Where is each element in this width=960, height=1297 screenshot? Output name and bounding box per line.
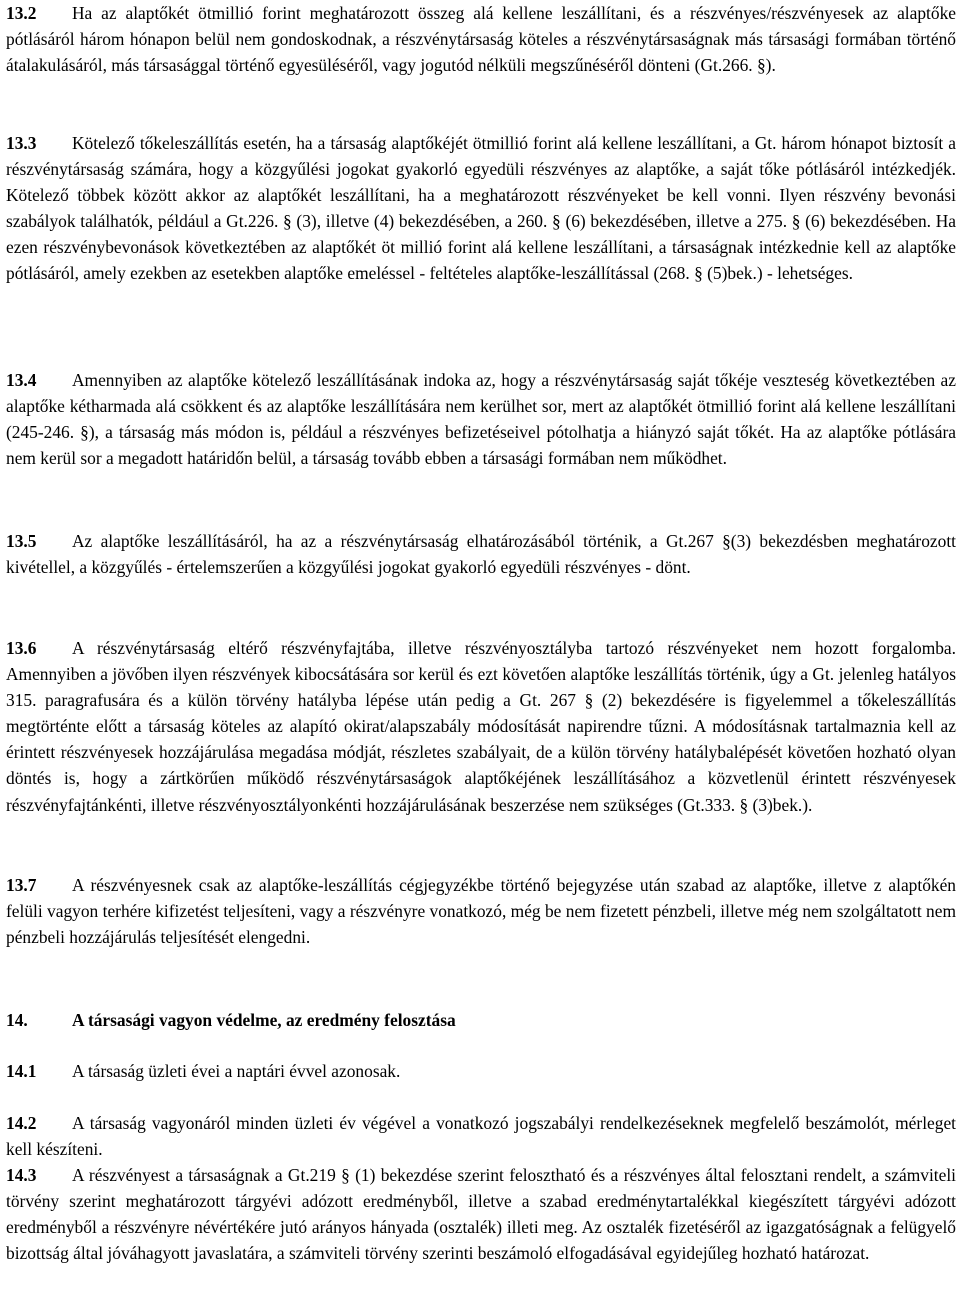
section-heading-14 bbox=[6, 1007, 956, 1033]
section-number: 13.6 bbox=[6, 638, 37, 658]
section-number: 13.3 bbox=[6, 133, 37, 153]
section-number: 13.7 bbox=[6, 875, 37, 895]
section-number: 13.2 bbox=[6, 3, 37, 23]
section-number: 13.4 bbox=[6, 370, 37, 390]
paragraph-13-6 bbox=[6, 635, 956, 818]
paragraph-text: A részvényesnek csak az alaptőke-leszállítás cégjegyzékbe történő bejegyzése után szabad az alaptőke, illetve z alaptőkén felüli vagyon terhére kifizetést teljesíteni, vagy a részvényre vonatkozó, még be nem fizetett pénzbeli, illetve még nem szolgáltatott nem pénzbeli hozzájárulás teljesítését elengedni. bbox=[6, 875, 956, 948]
paragraph-text: A társaság vagyonáról minden üzleti év végével a vonatkozó jogszabályi rendelkezéseknek megfelelő beszámolót, mérleget kell készíteni. bbox=[6, 1113, 956, 1160]
section-number: 14. bbox=[6, 1010, 28, 1030]
paragraph-14-2 bbox=[6, 1110, 956, 1162]
section-title: A társasági vagyon védelme, az eredmény felosztása bbox=[72, 1010, 456, 1030]
section-number: 14.1 bbox=[6, 1061, 37, 1081]
paragraph-text: A részvényest a társaságnak a Gt.219 § (1) bekezdése szerint felosztható és a részvényes által felosztani rendelt, a számviteli törvény szerint meghatározott tárgyévi adózott eredményből, illetve a szabad eredménytartalékkal kiegészített tárgyévi adózott eredményből a részvényre névértékére jutó arányos hányada (osztalék) illeti meg. Az osztalék fizetéséről az igazgatóságnak a felügyelő bizottság által jóváhagyott javaslatára, a számviteli törvény szerinti beszámoló elfogadásával egyidejűleg hozható határozat. bbox=[6, 1165, 956, 1264]
paragraph-text: Ha az alaptőkét ötmillió forint meghatározott összeg alá kellene leszállítani, és a részvényes/részvényesek az alaptőke pótlásáról három hónapon belül nem gondoskodnak, a részvénytársaság köteles a részvénytársaságnak más társasági formában történő átalakulásáról, más társasággal történő egyesüléséről, vagy jogutód nélküli megszűnéséről dönteni (Gt.266. §). bbox=[6, 3, 956, 76]
paragraph-13-3 bbox=[6, 130, 956, 287]
section-number: 13.5 bbox=[6, 531, 37, 551]
paragraph-text: A társaság üzleti évei a naptári évvel azonosak. bbox=[72, 1061, 401, 1081]
paragraph-13-5 bbox=[6, 528, 956, 580]
section-number: 14.2 bbox=[6, 1113, 37, 1133]
section-number: 14.3 bbox=[6, 1165, 37, 1185]
paragraph-text: A részvénytársaság eltérő részvényfajtába, illetve részvényosztályba tartozó részvényeket nem hozott forgalomba. Amennyiben a jövőben ilyen részvények kibocsátására sor kerül és ezt követően alaptőke leszállítás történik, úgy a Gt. jelenleg hatályos 315. paragrafusára és a külön törvény hatályba lépése után pedig a Gt. 267 § (2) bekezdésére is figyelemmel a tőkeleszállítás megtörténte előtt a társaság köteles az alapító okirat/alapszabály módosítását napirendre tűzni. A módosításnak tartalmaznia kell az érintett részvényesek hozzájárulása megadása módját, részletes szabályait, de a külön törvény hatálybalépését követően hozható olyan döntés is, hogy a zártkörűen működő részvénytársaságok alaptőkéjének leszállításához a közvetlenül érintett részvényesek részvényfajtánkénti, illetve részvényosztályonkénti hozzájárulásának beszerzése nem szükséges (Gt.333. § (3)bek.). bbox=[6, 638, 956, 815]
paragraph-14-3 bbox=[6, 1162, 956, 1266]
paragraph-text: Kötelező tőkeleszállítás esetén, ha a társaság alaptőkéjét ötmillió forint alá kellene leszállítani, a Gt. három hónapot biztosít a részvénytársaság számára, hogy a közgyűlési jogokat gyakorló egyedüli részvényes az alaptőke, a saját tőke pótlásáról intézkedjék. Kötelező többek között akkor az alaptőkét leszállítani, ha a meghatározott részvényeket be kell vonni. Ilyen részvény bevonási szabályok találhatók, például a Gt.226. § (3), illetve (4) bekezdésében, a 260. § (6) bekezdésében, illetve a 275. § (6) bekezdésében. Ha ezen részvénybevonások következtében az alaptőkét öt millió forint alá kellene leszállítani, a társaságnak intézkednie kell az alaptőke pótlásáról, amely ezekben az esetekben alaptőke emeléssel - feltételes alaptőke-leszállítással (268. § (5)bek.) - lehetséges. bbox=[6, 133, 956, 284]
paragraph-13-2 bbox=[6, 0, 956, 78]
paragraph-13-7 bbox=[6, 872, 956, 950]
paragraph-text: Az alaptőke leszállításáról, ha az a részvénytársaság elhatározásából történik, a Gt.267 §(3) bekezdésben meghatározott kivétellel, a közgyűlés - értelemszerűen a közgyűlési jogokat gyakorló egyedüli részvényes - dönt. bbox=[6, 531, 956, 578]
paragraph-text: Amennyiben az alaptőke kötelező leszállításának indoka az, hogy a részvénytársaság saját tőkéje veszteség következtében az alaptőke kétharmada alá csökkent és az alaptőke leszállítására nem kerülhet sor, mert az alaptőkét ötmillió forint alá kellene leszállítani (245-246. §), a társaság más módon is, például a részvényes befizetéseivel pótolhatja a hiányzó saját tőkét. Ha az alaptőke pótlására nem kerül sor a megadott határidőn belül, a társaság tovább ebben a társasági formában nem működhet. bbox=[6, 370, 956, 469]
paragraph-14-1 bbox=[6, 1058, 956, 1084]
paragraph-13-4 bbox=[6, 367, 956, 471]
